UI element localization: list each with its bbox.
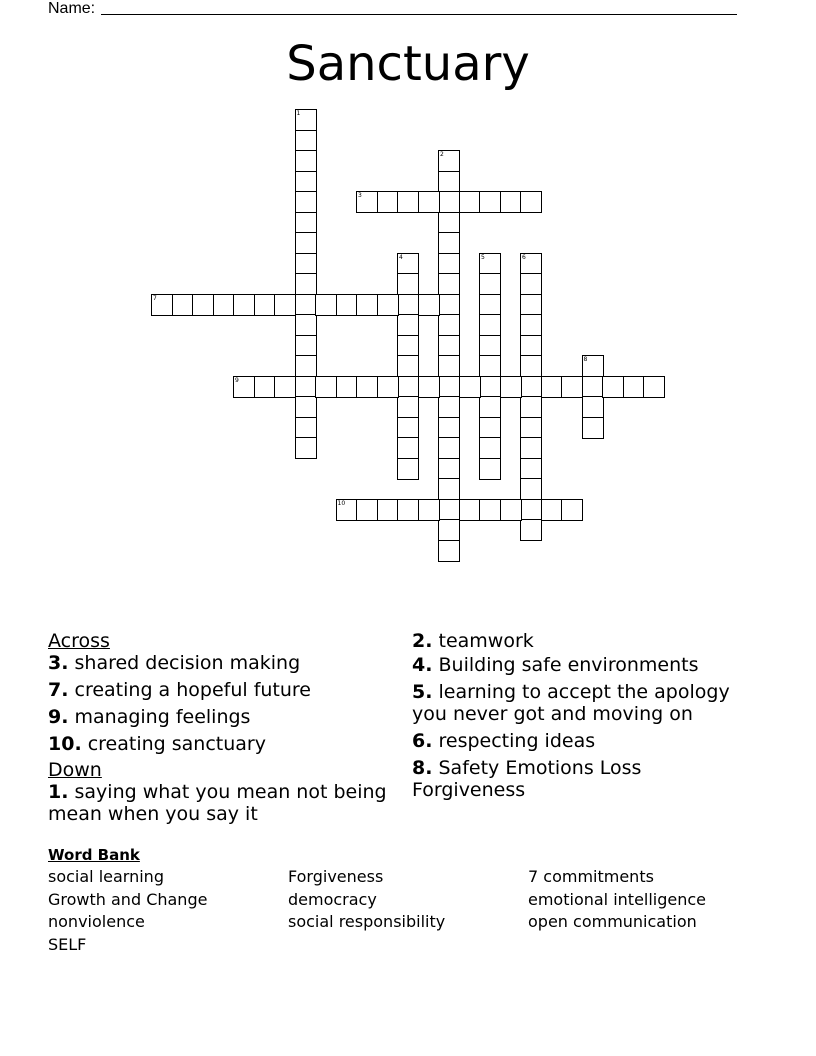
word-bank-item: Forgiveness [288, 867, 384, 886]
crossword-cell[interactable] [582, 355, 604, 377]
word-bank-column-2 [288, 866, 445, 934]
crossword-cell[interactable] [623, 376, 645, 398]
name-underline [101, 0, 737, 15]
clue-number: 8 [583, 356, 588, 363]
crossword-cell[interactable] [438, 437, 460, 459]
crossword-cell[interactable] [520, 253, 542, 275]
crossword-cell[interactable] [192, 294, 214, 316]
name-label: Name: [48, 0, 96, 17]
crossword-cell[interactable] [520, 458, 542, 480]
crossword-cell[interactable] [397, 294, 419, 316]
crossword-cell[interactable] [438, 191, 460, 213]
word-bank-column-3 [528, 866, 706, 934]
crossword-cell[interactable] [254, 294, 276, 316]
clue-number: 9 [235, 376, 239, 384]
crossword-cell[interactable] [438, 396, 460, 418]
crossword-cell[interactable] [295, 314, 317, 336]
crossword-cell[interactable] [418, 376, 440, 398]
word-bank-title: Word Bank [48, 846, 140, 864]
crossword-cell[interactable] [295, 109, 317, 131]
crossword-cell[interactable] [397, 499, 419, 521]
clue-down-4: 4. Building safe environments [412, 654, 699, 676]
clue-down-2: 2. teamwork [412, 630, 534, 652]
crossword-cell[interactable] [418, 191, 440, 213]
crossword-cell[interactable] [541, 499, 563, 521]
crossword-cell[interactable] [397, 417, 419, 439]
name-field[interactable] [48, 0, 737, 18]
crossword-cell[interactable] [295, 437, 317, 459]
crossword-cell[interactable] [438, 335, 460, 357]
crossword-cell[interactable] [295, 273, 317, 295]
crossword-cell[interactable] [479, 253, 501, 275]
crossword-cell[interactable] [479, 458, 501, 480]
crossword-cell[interactable] [397, 191, 419, 213]
crossword-cell[interactable] [438, 458, 460, 480]
clue-across-10: 10. creating sanctuary [48, 733, 266, 755]
crossword-cell[interactable] [233, 294, 255, 316]
clue-down-6: 6. respecting ideas [412, 730, 596, 752]
crossword-cell[interactable] [356, 376, 378, 398]
crossword-cell[interactable] [438, 171, 460, 193]
crossword-cell[interactable] [520, 273, 542, 295]
crossword-cell[interactable] [233, 376, 255, 398]
crossword-cell[interactable] [520, 519, 542, 541]
crossword-cell[interactable] [602, 376, 624, 398]
crossword-cell[interactable] [479, 314, 501, 336]
crossword-cell[interactable] [479, 417, 501, 439]
crossword-cell[interactable] [479, 191, 501, 213]
crossword-cell[interactable] [254, 376, 276, 398]
crossword-cell[interactable] [438, 314, 460, 336]
crossword-cell[interactable] [397, 396, 419, 418]
clue-down-5: 5. learning to accept the apology you never got and moving on [412, 681, 730, 725]
crossword-cell[interactable] [438, 273, 460, 295]
word-bank-item: social responsibility [288, 912, 446, 931]
crossword-cell[interactable] [397, 253, 419, 275]
crossword-cell[interactable] [438, 478, 460, 500]
word-bank-item: nonviolence [48, 912, 145, 931]
crossword-cell[interactable] [582, 396, 604, 418]
crossword-cell[interactable] [295, 171, 317, 193]
word-bank-column-1 [48, 866, 207, 956]
word-bank-item: 7 commitments [528, 867, 654, 886]
clue-number: 2 [440, 151, 444, 158]
crossword-cell[interactable] [520, 499, 542, 521]
crossword-cell[interactable] [438, 499, 460, 521]
crossword-cell[interactable] [295, 335, 317, 357]
word-bank-item: democracy [288, 889, 377, 909]
crossword-cell[interactable] [500, 191, 522, 213]
crossword-cell[interactable] [520, 335, 542, 357]
clues-right-column [412, 630, 752, 806]
crossword-cell[interactable] [500, 376, 522, 398]
crossword-cell[interactable] [172, 294, 194, 316]
crossword-cell[interactable] [561, 499, 583, 521]
clue-number: 5 [481, 253, 485, 261]
crossword-cell[interactable] [643, 376, 665, 398]
clue-down-1: 1. saying what you mean not being mean when you say it [48, 781, 387, 825]
crossword-cell[interactable] [479, 499, 501, 521]
clue-across-3: 3. shared decision making [48, 652, 301, 674]
clue-down-8: 8. Safety Emotions Loss Forgiveness [412, 757, 642, 801]
word-bank-item: social learning [48, 867, 164, 886]
crossword-cell[interactable] [295, 191, 317, 213]
crossword-cell[interactable] [541, 376, 563, 398]
down-heading: Down [48, 759, 102, 781]
crossword-cell[interactable] [500, 499, 522, 521]
crossword-cell[interactable] [582, 376, 604, 398]
page-title: Sanctuary [286, 36, 530, 92]
clue-number: 3 [358, 192, 362, 199]
crossword-cell[interactable] [520, 376, 542, 398]
crossword-cell[interactable] [397, 376, 419, 398]
clue-number: 1 [296, 110, 301, 117]
crossword-cell[interactable] [295, 417, 317, 439]
crossword-cell[interactable] [356, 294, 378, 316]
crossword-cell[interactable] [295, 396, 317, 418]
crossword-cell[interactable] [520, 294, 542, 316]
clue-across-7: 7. creating a hopeful future [48, 679, 311, 701]
crossword-cell[interactable] [397, 314, 419, 336]
crossword-cell[interactable] [520, 355, 542, 377]
crossword-cell[interactable] [459, 499, 481, 521]
crossword-cell[interactable] [479, 437, 501, 459]
clue-number: 7 [153, 294, 157, 302]
crossword-cell[interactable] [295, 376, 317, 398]
crossword-cell[interactable] [356, 191, 378, 213]
crossword-cell[interactable] [520, 437, 542, 459]
crossword-cell[interactable] [479, 376, 501, 398]
word-bank-item: emotional intelligence [528, 889, 707, 909]
crossword-cell[interactable] [397, 335, 419, 357]
clue-number: 4 [399, 253, 403, 261]
crossword-cell[interactable] [520, 191, 542, 213]
crossword-cell[interactable] [274, 376, 296, 398]
crossword-cell[interactable] [295, 150, 317, 172]
crossword-cell[interactable] [336, 376, 358, 398]
crossword-cell[interactable] [438, 232, 460, 254]
crossword-cell[interactable] [336, 499, 358, 521]
crossword-cell[interactable] [479, 273, 501, 295]
crossword-cell[interactable] [397, 458, 419, 480]
crossword-cell[interactable] [520, 478, 542, 500]
clue-number: 6 [522, 253, 526, 261]
crossword-cell[interactable] [438, 376, 460, 398]
word-bank-item: SELF [48, 934, 87, 954]
crossword-cell[interactable] [315, 294, 337, 316]
crossword-cell[interactable] [520, 396, 542, 418]
clue-number: 10 [337, 499, 346, 507]
crossword-cell[interactable] [438, 417, 460, 439]
crossword-cell[interactable] [151, 294, 173, 316]
crossword-cell[interactable] [438, 540, 460, 562]
crossword-cell[interactable] [377, 191, 399, 213]
crossword-cell[interactable] [315, 376, 337, 398]
crossword-cell[interactable] [377, 294, 399, 316]
crossword-cell[interactable] [295, 355, 317, 377]
crossword-cell[interactable] [438, 355, 460, 377]
word-bank-item: Growth and Change [48, 889, 208, 909]
crossword-cell[interactable] [418, 499, 440, 521]
crossword-cell[interactable] [397, 437, 419, 459]
crossword-cell[interactable] [520, 314, 542, 336]
crossword-cell[interactable] [479, 335, 501, 357]
word-bank-item: open communication [528, 912, 697, 931]
crossword-cell[interactable] [438, 294, 460, 316]
crossword-cell[interactable] [377, 499, 399, 521]
crossword-cell[interactable] [295, 294, 317, 316]
crossword-cell[interactable] [377, 376, 399, 398]
crossword-cell[interactable] [438, 519, 460, 541]
crossword-cell[interactable] [397, 355, 419, 377]
crossword-cell[interactable] [418, 294, 440, 316]
crossword-cell[interactable] [397, 273, 419, 295]
crossword-cell[interactable] [582, 417, 604, 439]
crossword-cell[interactable] [479, 355, 501, 377]
across-heading: Across [48, 630, 110, 652]
clues-left-column [48, 630, 388, 830]
crossword-cell[interactable] [479, 294, 501, 316]
crossword-cell[interactable] [295, 232, 317, 254]
crossword-cell[interactable] [274, 294, 296, 316]
crossword-cell[interactable] [295, 212, 317, 234]
crossword-cell[interactable] [336, 294, 358, 316]
crossword-cell[interactable] [438, 150, 460, 172]
crossword-cell[interactable] [479, 396, 501, 418]
crossword-cell[interactable] [356, 499, 378, 521]
crossword-cell[interactable] [459, 376, 481, 398]
crossword-cell[interactable] [520, 417, 542, 439]
crossword-cell[interactable] [295, 130, 317, 152]
crossword-cell[interactable] [213, 294, 235, 316]
crossword-cell[interactable] [459, 191, 481, 213]
clue-across-9: 9. managing feelings [48, 706, 251, 728]
crossword-cell[interactable] [438, 212, 460, 234]
crossword-cell[interactable] [438, 253, 460, 275]
crossword-cell[interactable] [295, 253, 317, 275]
crossword-cell[interactable] [561, 376, 583, 398]
